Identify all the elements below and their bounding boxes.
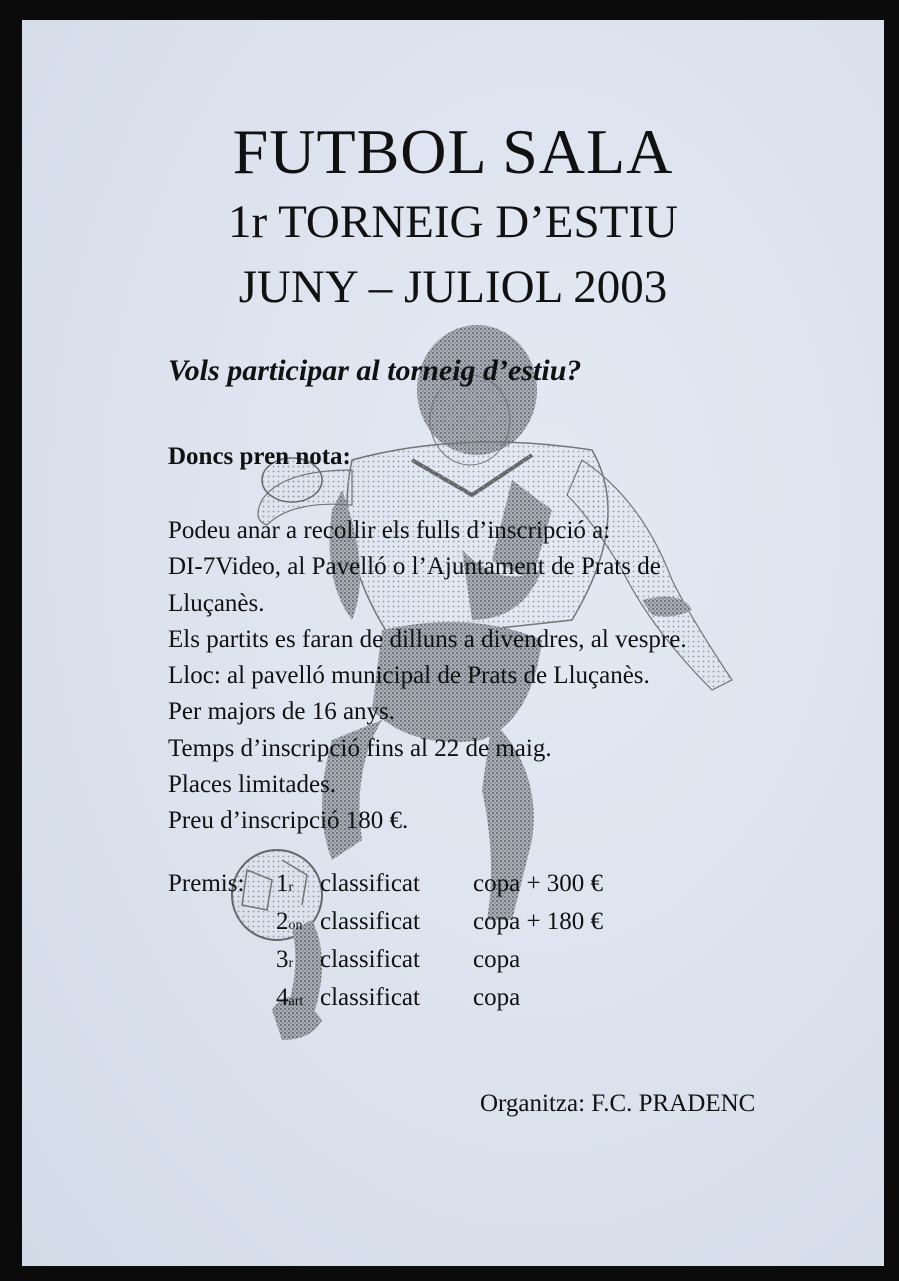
prize-place: 2on <box>276 908 303 935</box>
prize-classification: classificat <box>320 946 420 973</box>
prize-classification: classificat <box>320 870 420 897</box>
info-line: Temps d’inscripció fins al 22 de maig. <box>168 734 552 762</box>
note-heading: Doncs pren nota: <box>168 443 351 470</box>
prize-reward: copa <box>473 946 521 973</box>
prize-reward: copa <box>473 984 521 1011</box>
intro-question: Vols participar al torneig d’estiu? <box>168 354 582 387</box>
info-line: Podeu anar a recollir els fulls d’inscripció a: <box>168 517 611 544</box>
tournament-name: 1r TORNEIG D’ESTIU <box>228 196 678 248</box>
info-line: DI-7Video, al Pavelló o l’Ajuntament de Prats de <box>168 553 661 581</box>
info-line: Preu d’inscripció 180 €. <box>168 807 409 835</box>
prize-place: 1r <box>276 870 294 897</box>
info-line: Lluçanès. <box>168 589 265 617</box>
prize-classification: classificat <box>320 908 420 935</box>
prize-place: 4art <box>276 984 304 1011</box>
prize-reward: copa + 180 € <box>473 908 604 935</box>
organizer-credit: Organitza: F.C. PRADENC <box>480 1090 756 1117</box>
info-line: Els partits es faran de dilluns a divendres, al vespre. <box>168 625 687 653</box>
tournament-dates: JUNY – JULIOL 2003 <box>238 261 668 313</box>
prize-place: 3r <box>276 946 294 973</box>
flyer-sheet <box>22 20 884 1266</box>
info-line: Places limitades. <box>168 771 337 799</box>
prizes-label: Premis: <box>168 870 245 897</box>
info-list <box>168 513 687 840</box>
prize-classification: classificat <box>320 984 420 1011</box>
flyer-title: FUTBOL SALA <box>232 116 674 187</box>
info-line: Lloc: al pavelló municipal de Prats de Lluçanès. <box>168 662 650 690</box>
prize-reward: copa + 300 € <box>473 870 604 897</box>
info-line: Per majors de 16 anys. <box>168 698 396 726</box>
